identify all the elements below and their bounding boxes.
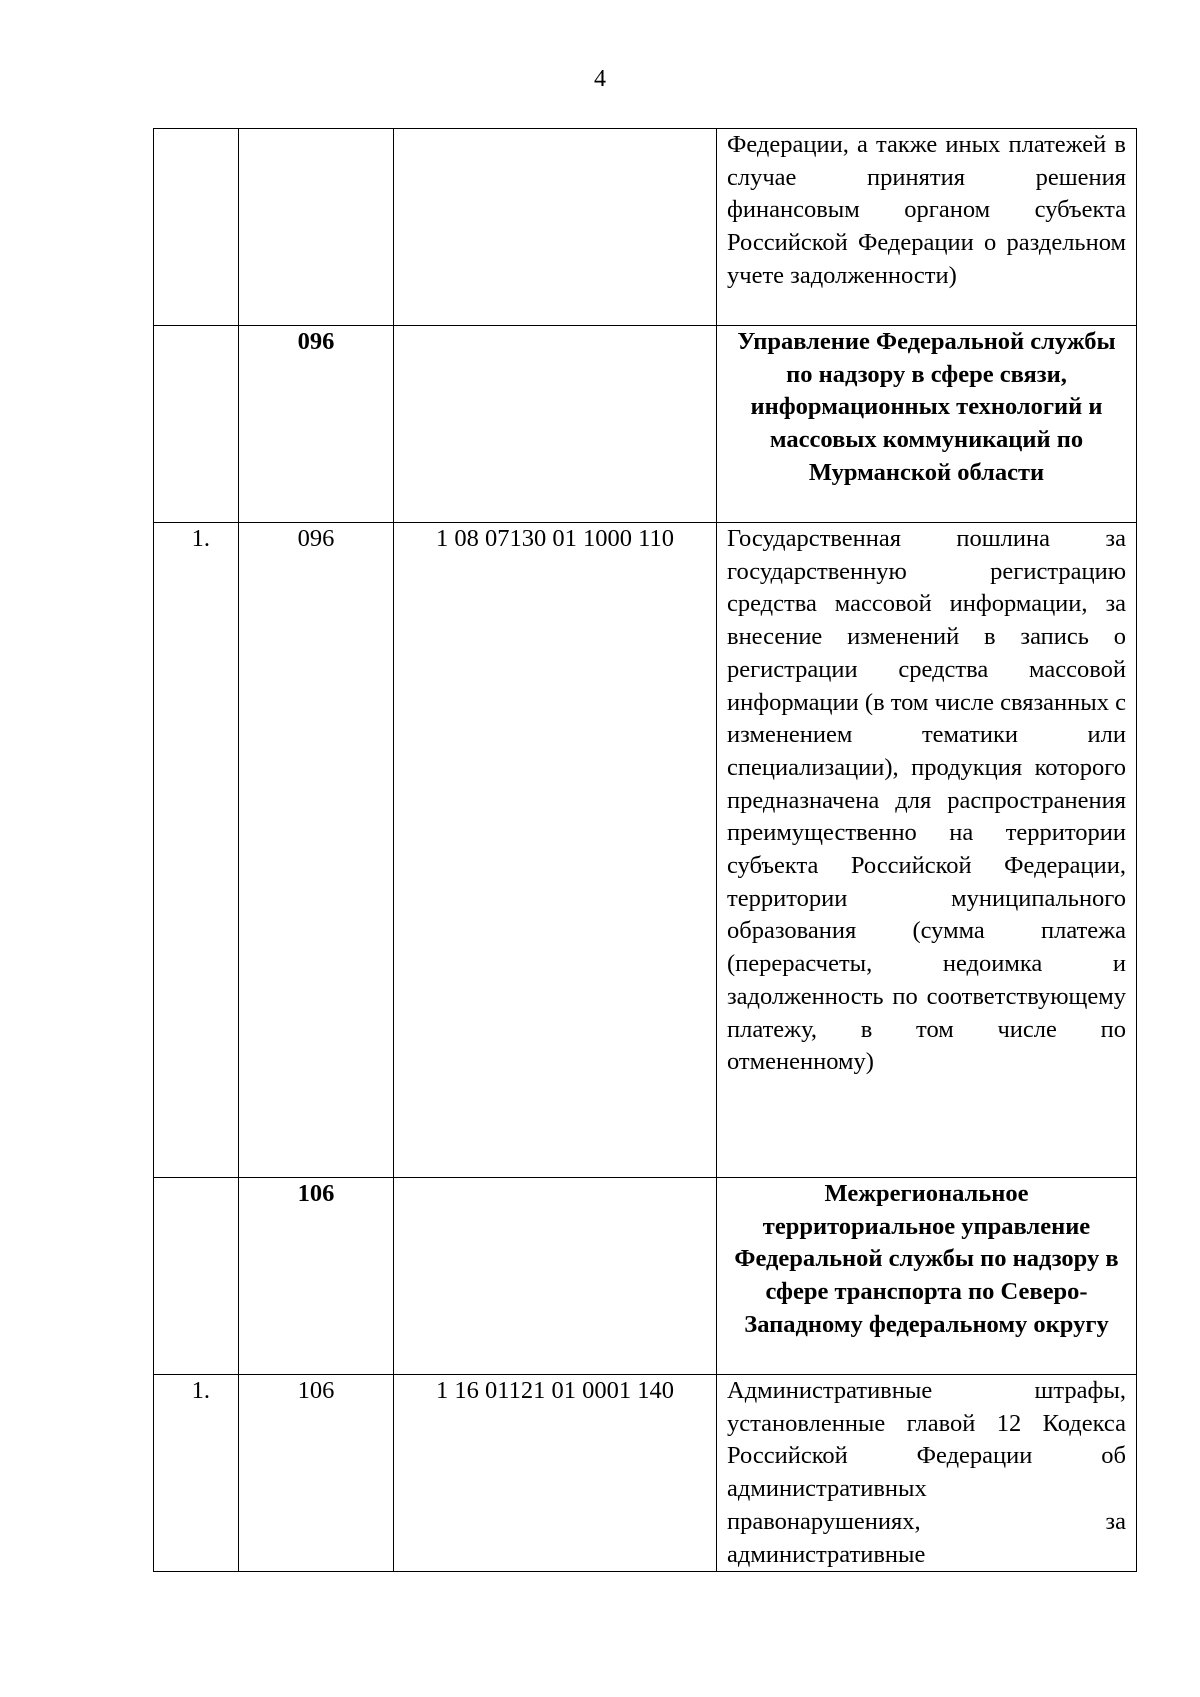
payment-name-cell: Федерации, а также иных платежей в случае принятия решения финансовым органом субъекта Российской Федерации о раздельном учете задолженности) [717,129,1137,326]
administrator-name-cell: Межрегиональное территориальное управление Федеральной службы по надзору в сфере транспорта по Северо-Западному федеральному округу [717,1178,1137,1375]
admin-code-cell: 096 [239,326,394,523]
payment-name-cell: Государственная пошлина за государственную регистрацию средства массовой информации, за внесение изменений в запись о регистрации средства массовой информации (в том числе связанных с изменением тематики или специализации), продукция которого предназначена для распространения преимущественно на территории субъекта Российской Федерации, территории муниципального образования (сумма платежа (перерасчеты, недоимка и задолженность по соответствующему платежу, в том числе по отмененному) [717,523,1137,1178]
table-row [154,1375,1137,1572]
payment-name-cell: Административные штрафы, установленные главой 12 Кодекса Российской Федерации об административных правонарушениях, за административные [717,1375,1137,1572]
row-number-cell: 1. [154,523,239,1178]
row-number-cell: 1. [154,1375,239,1572]
table-row [154,129,1137,326]
admin-code-cell: 096 [239,523,394,1178]
kbk-code-cell [394,326,717,523]
kbk-code-cell: 1 08 07130 01 1000 110 [394,523,717,1178]
admin-code-cell: 106 [239,1375,394,1572]
revenue-codes-table [153,128,1137,1572]
administrator-header-row [154,326,1137,523]
kbk-code-cell [394,129,717,326]
row-number-cell [154,1178,239,1375]
row-number-cell [154,326,239,523]
administrator-header-row [154,1178,1137,1375]
page-number: 4 [594,66,606,92]
row-number-cell [154,129,239,326]
admin-code-cell [239,129,394,326]
kbk-code-cell: 1 16 01121 01 0001 140 [394,1375,717,1572]
admin-code-cell: 106 [239,1178,394,1375]
administrator-name-cell: Управление Федеральной службы по надзору в сфере связи, информационных технологий и массовых коммуникаций по Мурманской области [717,326,1137,523]
kbk-code-cell [394,1178,717,1375]
table-row [154,523,1137,1178]
